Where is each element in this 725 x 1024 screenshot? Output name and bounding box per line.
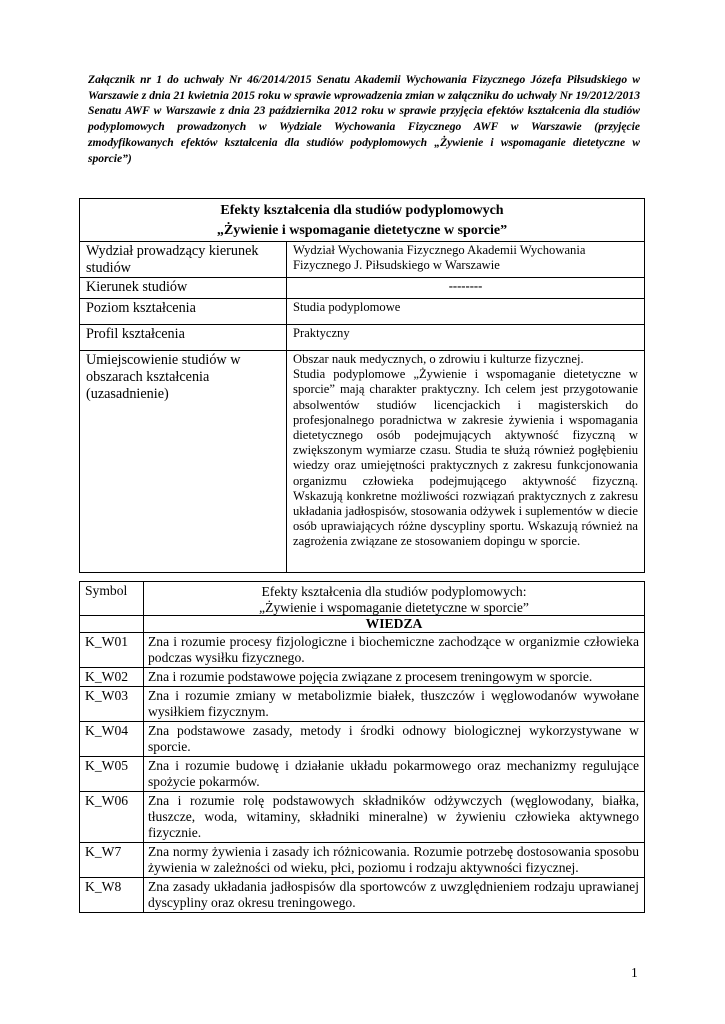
row-value-paragraph: Studia podyplomowe „Żywienie i wspomaganie dietetyczne w sporcie” mają charakter praktyczny. Ich celem jest przygotowanie absolwentów studiów licencjackich i magisterskich do profesjonalnego poradnictwa w zakresie żywienia i wspomagania dietetycznego osób podejmujących aktywność fizyczną w zwiększonym wymiarze czasu. Studia te służą również pogłębieniu wiedzy oraz umiejętności praktycznych z zakresu funkcjonowania organizmu człowieka podejmującego aktywność fizyczną. Wskazują konkretne możliwości rozwiązań praktycznych z zakresu układania jadłospisów, stosowania odżywek i suplementów w diecie osób uprawiających różne dyscypliny sportu. Wskazują również na zagrożenia związane ze stosowaniem dopingu w sporcie. <box>293 367 638 549</box>
effect-description: Zna i rozumie procesy fizjologiczne i biochemiczne zachodzące w organizmie człowieka podczas wysiłku fizycznego. <box>144 633 645 668</box>
table-row <box>80 299 645 325</box>
table-title-row <box>80 199 645 242</box>
learning-outcomes-table <box>79 581 645 913</box>
table-row <box>80 325 645 351</box>
table-row <box>80 633 645 668</box>
effect-description: Zna podstawowe zasady, metody i środki odnowy biologicznej wykorzystywane w sporcie. <box>144 722 645 757</box>
effect-symbol: K_W01 <box>80 633 144 668</box>
table-row <box>80 687 645 722</box>
effect-symbol: K_W05 <box>80 757 144 792</box>
table-row <box>80 757 645 792</box>
effect-description: Zna zasady układania jadłospisów dla sportowców z uwzględnieniem rodzaju uprawianej dyscypliny oraz okresu treningowego. <box>144 878 645 913</box>
row-label: Poziom kształcenia <box>80 299 287 325</box>
effect-description: Zna i rozumie budowę i działanie układu pokarmowego oraz mechanizmy regulujące spożycie pokarmów. <box>144 757 645 792</box>
effect-symbol: K_W8 <box>80 878 144 913</box>
table-row <box>80 722 645 757</box>
effects-header-line-2: „Żywienie i wspomaganie dietetyczne w sporcie” <box>259 599 529 615</box>
effect-description: Zna i rozumie zmiany w metabolizmie białek, tłuszczów i węglowodanów wywołane wysiłkiem fizycznym. <box>144 687 645 722</box>
table-header-row <box>80 582 645 616</box>
table-title <box>80 199 645 242</box>
effect-description: Zna normy żywienia i zasady ich różnicowania. Rozumie potrzebę dostosowania sposobu żywienia w zależności od wieku, płci, poziomu i rodzaju aktywności fizycznej. <box>144 843 645 878</box>
effects-header <box>144 582 645 616</box>
table-title-line-1: Efekty kształcenia dla studiów podyplomowych <box>220 203 504 218</box>
section-row <box>80 616 645 633</box>
table-row <box>80 278 645 299</box>
table-row <box>80 351 645 573</box>
effect-symbol: K_W03 <box>80 687 144 722</box>
table-title-line-2: „Żywienie i wspomaganie dietetyczne w sporcie” <box>216 223 508 238</box>
table-row <box>80 242 645 278</box>
row-value-line: Obszar nauk medycznych, o zdrowiu i kulturze fizycznej. <box>293 352 584 366</box>
row-value: Praktyczny <box>287 325 645 351</box>
effect-symbol: K_W02 <box>80 668 144 687</box>
symbol-header: Symbol <box>80 582 144 616</box>
effect-symbol: K_W7 <box>80 843 144 878</box>
page-number: 1 <box>631 965 638 980</box>
table-row <box>80 878 645 913</box>
program-info-table <box>79 198 645 573</box>
effect-symbol: K_W06 <box>80 792 144 843</box>
row-value <box>287 351 645 573</box>
attachment-header-text: Załącznik nr 1 do uchwały Nr 46/2014/2015 Senatu Akademii Wychowania Fizycznego Józefa Piłsudskiego w Warszawie z dnia 21 kwietnia 2015 roku w sprawie wprowadzenia zmian w załączniku do uchwały Nr 19/2012/2013 Senatu AWF w Warszawie z dnia 23 października 2012 roku w sprawie przyjęcia efektów kształcenia dla studiów podyplomowych prowadzonych w Wydziale Wychowania Fizycznego AWF w Warszawie (przyjęcie zmodyfikowanych efektów kształcenia dla studiów podyplomowych „Żywienie i wspomaganie dietetyczne w sporcie”) <box>88 73 640 165</box>
row-label: Wydział prowadzący kierunek studiów <box>80 242 287 278</box>
effects-header-line-1: Efekty kształcenia dla studiów podyplomowych: <box>261 584 527 599</box>
effect-symbol: K_W04 <box>80 722 144 757</box>
row-label: Profil kształcenia <box>80 325 287 351</box>
table-row <box>80 792 645 843</box>
section-title: WIEDZA <box>144 616 645 633</box>
table-row <box>80 843 645 878</box>
table-row <box>80 668 645 687</box>
row-value: Studia podyplomowe <box>287 299 645 325</box>
effect-description: Zna i rozumie podstawowe pojęcia związane z procesem treningowym w sporcie. <box>144 668 645 687</box>
row-label: Umiejscowienie studiów w obszarach kształcenia (uzasadnienie) <box>80 351 287 573</box>
effect-description: Zna i rozumie rolę podstawowych składników odżywczych (węglowodany, białka, tłuszcze, woda, witaminy, składniki mineralne) w żywieniu człowieka aktywnego fizycznie. <box>144 792 645 843</box>
row-label: Kierunek studiów <box>80 278 287 299</box>
section-symbol-cell <box>80 616 144 633</box>
row-value: Wydział Wychowania Fizycznego Akademii Wychowania Fizycznego J. Piłsudskiego w Warszawie <box>287 242 645 278</box>
row-value: -------- <box>287 278 645 299</box>
